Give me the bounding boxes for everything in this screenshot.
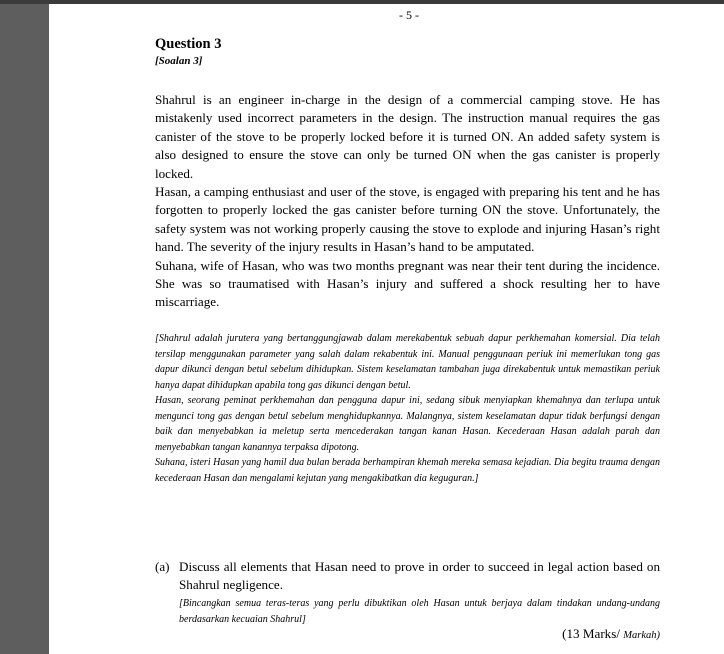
question-title: Question 3: [155, 36, 222, 52]
scenario-english: [155, 91, 660, 312]
scenario-ms-paragraph-3: Suhana, isteri Hasan yang hamil dua bulan berada berhampiran khemah mereka semasa kejadian. Dia begitu trauma dengan kecederaan Hasan dan mengalami kejutan yang mengakibatkan dia keguguran.]: [155, 457, 660, 484]
scenario-en-paragraph-3: Suhana, wife of Hasan, who was two months pregnant was near their tent during the incidence. She was so traumatised with Hasan’s injury and suffered a shock resulting her to have miscarriage.: [155, 257, 660, 310]
scenario-ms-paragraph-1: [Shahrul adalah jurutera yang bertanggungjawab dalam merekabentuk sebuah dapur perkhemahan komersial. Dia telah tersilap menggunakan parameter yang salah dalam rekabentuk ini. Manual penggunaan periuk ini memerlukan tong gas dapur dikunci dengan betul sebelum dihidupkan. Sistem keselamatan tambahan juga direkabentuk untuk memastikan periuk hanya dapat dihidupkan apabila tong gas dikunci dengan betul.: [155, 333, 660, 391]
document-page: [49, 4, 724, 654]
scenario-en-paragraph-1: Shahrul is an engineer in-charge in the design of a commercial camping stove. He has mistakenly used incorrect parameters in the design. The instruction manual requires the gas canister of the stove to be properly locked before it is turned ON. An added safety system is also designed to ensure the stove can only be turned ON when the gas canister is properly locked.: [155, 92, 660, 181]
part-a-text: Discuss all elements that Hasan need to prove in order to succeed in legal action based on Shahrul negligence.: [179, 559, 660, 593]
marks-label-malay: Markah): [623, 630, 660, 641]
part-a-label: (a): [155, 559, 170, 574]
part-a-text-malay: [Bincangkan semua teras-teras yang perlu dibuktikan oleh Hasan untuk berjaya dalam tindakan undang-undang berdasarkan kecuaian Shahrul]: [179, 598, 660, 625]
question-subtitle: [Soalan 3]: [155, 55, 203, 67]
scenario-malay: [155, 331, 660, 486]
part-a-marks: [562, 626, 660, 642]
scenario-en-paragraph-2: Hasan, a camping enthusiast and user of the stove, is engaged with preparing his tent and he has forgotten to properly locked the gas canister before turning ON the stove. Unfortunately, the safety system was not working properly causing the stove to explode and injuring Hasan’s right hand. The severity of the injury results in Hasan’s hand to be amputated.: [155, 184, 660, 255]
page-number: - 5 -: [399, 8, 419, 22]
marks-label: (13 Marks/: [562, 626, 620, 641]
scenario-ms-paragraph-2: Hasan, seorang peminat perkhemahan dan pengguna dapur ini, sedang sibuk menyiapkan khemahnya dan terlupa untuk mengunci tong gas dengan betul sebelum menghidupkannya. Malangnya, sistem keselamatan dapur tidak berfungsi dengan baik dan menyebabkan ia meletup serta mencederakan tangan kanan Hasan. Kecederaan Hasan adalah parah dan menyebabkan tangan kanannya terpaksa dipotong.: [155, 395, 660, 453]
